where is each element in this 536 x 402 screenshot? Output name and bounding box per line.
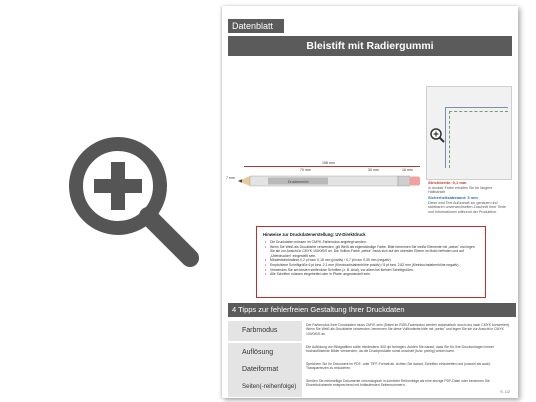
dimension-a: 70 mm — [300, 168, 311, 172]
hint-item: • Mindeststrichstärke 0,2 pt bzw. 0,18 mm (positiv) / 0,7 pt bzw. 0,35 mm (negativ) — [265, 258, 479, 263]
page-number: S. 1/2 — [500, 390, 510, 394]
hint-item: • Verwenden Sie am besten serifenlose Schriften (z. B. Arial), vor allem bei kleinen Schriftgrößen. — [265, 268, 479, 273]
page-title: Bleistift mit Radiergummi — [228, 36, 512, 56]
tips-text: Die Auflösung von Bildgrafiken sollte mindestens 300 dpi betragen. Achten Sie darauf, dass Sie für Ihre Druckvorlagen immer hochauflösende Bilder verwenden, da die Druckprodukte sonst unscharf (bzw. pixelig) wirken kann. — [306, 345, 494, 354]
hints-list — [265, 240, 479, 277]
note-text-blue: Diese wird Text Außenhalt zur genauen und sichtbaren unverwechselten Zuschnitt Ihrer Texte und Informationen während der Produktion. — [428, 201, 507, 214]
tips-row-farbmodus — [228, 321, 512, 341]
tips-label: Dateiformat — [228, 360, 302, 380]
dimension-total: 198 mm — [322, 161, 335, 165]
dimension-tip: 7 mm — [226, 176, 235, 180]
print-hints-box — [256, 226, 486, 298]
hints-title: Hinweise zur Druckdatenerstellung: UV-Direktdruck — [263, 232, 366, 237]
tips-text: Senden Sie mehrseitige Dokumente chronologisch in korrekter Reihenfolge als eine einzige PDF-Datei oder benennen Sie Einzeldokumente entsprechend mit fortlaufenden Seitennummern. — [306, 379, 490, 388]
magnifier-icon[interactable] — [429, 127, 445, 143]
note-title-blue: Sicherheitsabstand: 3 mm — [428, 195, 478, 200]
datasheet-page — [222, 6, 518, 398]
hint-item: • Wenn Sie Weiß als Druckfarbe verwenden, gilt Weiß als eigenständige Farbe. Bitte benennen Sie weiße Elemente mit „weiss" und legen Sie sie zur Ansicht in CMYK 100/0/0/0 an. Die Vollton-Farbe „weiss" muss sich auf der obersten Ebene im Motiv befinden und auf „Überdrucken" eingestellt sein. — [265, 245, 479, 259]
page-tab-label: Datenblatt — [228, 19, 284, 33]
note-text-red: in dunkler Farbe erhalten Sie für längere Haltbarkeit — [428, 186, 493, 195]
tips-label: Seiten(-reihenfolge) — [228, 377, 302, 397]
tips-text: Speichern Sie Ihr Dokument im PDF- oder TIFF-Format ab. Achten Sie darauf, Schriften einzubetten und (sowohl als auch) Transparenzen zu reduzieren. — [306, 362, 491, 371]
tips-label: Farbmodus — [228, 321, 302, 341]
dimension-line-total — [244, 166, 420, 167]
tips-header: 4 Tipps zur fehlerfreien Gestaltung Ihrer Druckdaten — [228, 303, 516, 317]
hint-item: • Empfohlene Schriftgröße 6 pt bzw. 2,1 mm (Kleinbuchstabenhöhe positiv) / 8 pt bzw. 2,82 mm (Kleinbuchstabenhöhe negativ) — [265, 263, 479, 268]
dimension-b: 30 mm — [368, 168, 379, 172]
pencil-illustration — [228, 171, 424, 191]
safety-line — [449, 111, 508, 168]
print-area-label: Druckbereich — [288, 180, 309, 184]
zoom-in-icon[interactable] — [60, 128, 200, 268]
note-title-red: Strichbreite: 0,1 mm — [428, 180, 467, 185]
corner-preview — [426, 86, 512, 180]
tips-row-seiten — [228, 377, 512, 397]
hint-item: • Alle Schriften müssen eingebettet oder in Pfade umgewandelt sein. — [265, 272, 479, 277]
hint-item: • Die Druckdaten müssen im CMYK-Farbmodus angelegt werden. — [265, 240, 479, 245]
tips-label: Auflösung — [228, 343, 302, 363]
tips-text: Der Farbmodus Ihrer Druckdaten muss CMYK sein (Daten im RGB-Farbmodus werden automatisch durch uns nach CMYK konvertiert). Wenn Sie Weiß als Druckfarbe verwenden, benennen Sie diese Volltonfarbe bitte mit „weiss" und legen Sie sie zur Ansicht in CMYK 100/0/0/0 an. — [306, 323, 510, 336]
dimension-c: 16 mm — [402, 168, 413, 172]
